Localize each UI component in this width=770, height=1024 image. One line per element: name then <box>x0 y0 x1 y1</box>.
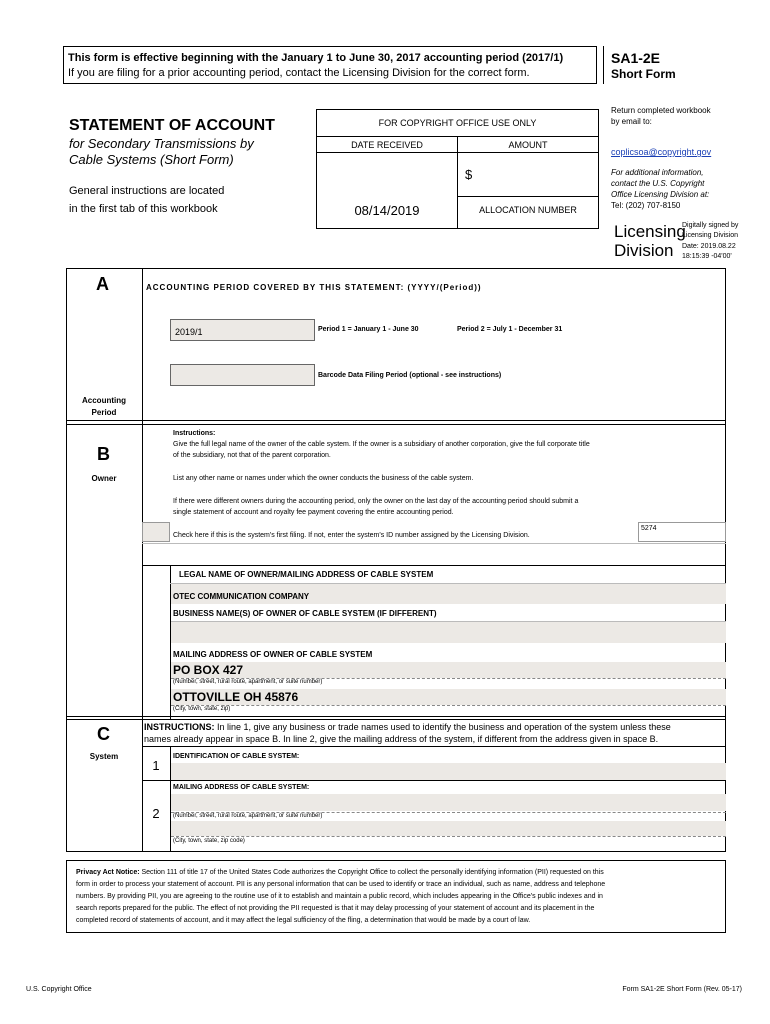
section-a-letter: A <box>96 274 109 294</box>
allocation-number-label: ALLOCATION NUMBER <box>479 205 577 215</box>
system-line2-number: 2 <box>152 806 160 821</box>
privacy-bold-label: Privacy Act Notice: <box>76 869 140 876</box>
cable-system-street-field[interactable] <box>171 794 726 811</box>
section-b-instr2: List any other name or names under which the owner conducts the business of the cable system. <box>173 475 474 482</box>
email-link[interactable]: coplicsoa@copyright.gov <box>611 147 712 157</box>
date-received-label: DATE RECEIVED <box>351 140 423 150</box>
section-a-heading: ACCOUNTING PERIOD COVERED BY THIS STATEMENT: (YYYY/(Period)) <box>146 283 482 292</box>
privacy-line5: completed record of statements of account, and it may affect the legal sufficiency of the fling, a determination that would be made by a court of law. <box>76 917 531 924</box>
privacy-line2: form in order to process your statement of account. PII is any personal information that can be used to identify or trace an individual, such as name, address and telephone <box>76 881 606 888</box>
info-line1: For additional information, <box>611 168 704 177</box>
effective-notice-line2: If you are filing for a prior accounting period, contact the Licensing Division for the correct form. <box>68 67 530 79</box>
period2-note: Period 2 = July 1 - December 31 <box>457 326 563 333</box>
barcode-filing-period-field[interactable] <box>170 364 315 386</box>
section-a-bottom-line <box>66 420 726 421</box>
signature-big-line1: Licensing <box>614 222 686 241</box>
business-names-heading: BUSINESS NAME(S) OF OWNER OF CABLE SYSTEM (IF DIFFERENT) <box>173 609 437 618</box>
section-b-instr1-line2: of the subsidiary, not that of the parent corporation. <box>173 452 331 459</box>
signature-small-line2: Licensing Division <box>682 232 739 239</box>
form-code: SA1-2E <box>611 50 661 66</box>
owner-mailing-heading: MAILING ADDRESS OF OWNER OF CABLE SYSTEM <box>173 650 373 659</box>
section-b-instr3-line1: If there were different owners during the accounting period, only the owner on the last day of the accounting period should submit a <box>173 498 579 505</box>
legal-name-field[interactable] <box>171 584 726 604</box>
cable-system-id-heading: IDENTIFICATION OF CABLE SYSTEM: <box>173 753 300 760</box>
return-instruction-line2: by email to: <box>611 117 652 126</box>
system-id-value: 5274 <box>641 525 657 532</box>
system-id-field[interactable] <box>638 522 726 542</box>
cable-system-id-field[interactable] <box>171 763 726 780</box>
owner-city-value: OTTOVILLE OH 45876 <box>173 690 299 704</box>
owner-city-field[interactable] <box>171 689 726 705</box>
info-line4: Tel: (202) 707-8150 <box>611 201 681 210</box>
section-c-instructions-text: In line 1, give any business or trade names used to identify the business and operation of the system unless these <box>214 722 671 732</box>
effective-notice-line1: This form is effective beginning with the January 1 to June 30, 2017 accounting period (2017/1) <box>68 52 564 64</box>
subtitle-line2: Cable Systems (Short Form) <box>69 152 234 167</box>
period1-note: Period 1 = January 1 - June 30 <box>318 326 419 333</box>
footer-left: U.S. Copyright Office <box>26 986 92 993</box>
section-b-instructions-heading: Instructions: <box>173 430 216 437</box>
section-c-instructions-line1 <box>144 722 671 732</box>
amount-label: AMOUNT <box>508 140 548 150</box>
accounting-period-field[interactable] <box>170 319 315 341</box>
general-instructions-line2: in the first tab of this workbook <box>69 203 218 215</box>
footer-right: Form SA1-2E Short Form (Rev. 05-17) <box>622 986 742 993</box>
page-title: STATEMENT OF ACCOUNT <box>69 117 275 134</box>
system-line1-number: 1 <box>152 758 160 773</box>
accounting-period-value: 2019/1 <box>175 327 203 337</box>
effective-notice-box <box>63 46 597 84</box>
owner-street-field[interactable] <box>171 662 726 678</box>
amount-dollar-sign: $ <box>465 167 473 182</box>
section-a-label-line2: Period <box>91 408 117 417</box>
info-line3: Office Licensing Division at: <box>611 190 710 199</box>
signature-small-line1: Digitally signed by <box>682 222 739 229</box>
signature-big-line2: Division <box>614 241 674 260</box>
privacy-line1-text: Section 111 of title 17 of the United States Code authorizes the Copyright Office to collect the personally identifying information (PII) requested on this <box>139 869 604 876</box>
section-c-top-line <box>66 719 726 720</box>
first-filing-checkbox[interactable] <box>142 522 170 542</box>
info-line2: contact the U.S. Copyright <box>611 179 705 188</box>
privacy-line3: numbers. By providing PII, you are agreeing to the routine use of it to establish and maintain a public record, which includes appearing in the Office's public indexes and in <box>76 893 603 900</box>
signature-small-line4: 18:15:39 -04'00' <box>682 253 732 260</box>
section-b-letter: B <box>97 444 110 464</box>
first-filing-text: Check here if this is the system's first filing. If not, enter the system's ID number assigned by the Licensing Division. <box>173 532 530 539</box>
barcode-label: Barcode Data Filing Period (optional - see instructions) <box>318 372 502 379</box>
legal-name-heading: LEGAL NAME OF OWNER/MAILING ADDRESS OF CABLE SYSTEM <box>179 570 434 579</box>
office-use-box <box>316 109 599 229</box>
office-use-heading: FOR COPYRIGHT OFFICE USE ONLY <box>378 118 537 128</box>
general-instructions-line1: General instructions are located <box>69 185 225 197</box>
section-c-letter: C <box>97 724 110 744</box>
privacy-notice-box <box>66 860 726 933</box>
section-b-top-line <box>66 424 726 425</box>
subtitle-line1: for Secondary Transmissions by <box>69 136 254 151</box>
section-a-label-line1: Accounting <box>82 396 126 405</box>
legal-name-value: OTEC COMMUNICATION COMPANY <box>173 592 310 601</box>
cable-system-city-hint: (City, town, state, zip code) <box>173 838 245 844</box>
return-instruction-line1: Return completed workbook <box>611 106 711 115</box>
form-type: Short Form <box>611 67 676 81</box>
section-b-instr3-line2: single statement of account and royalty fee payment covering the entire accounting period. <box>173 509 454 516</box>
section-c-instructions-bold: INSTRUCTIONS: <box>144 722 215 732</box>
owner-street-value: PO BOX 427 <box>173 663 244 677</box>
signature-small-line3: Date: 2019.08.22 <box>682 243 736 250</box>
owner-street-hint: (Number, street, rural route, apartment, or suite number) <box>173 679 323 685</box>
privacy-line4: search reports prepared for the public. The effect of not providing the PII requested is that it may delay processing of your statement of account and its placement in the <box>76 905 595 912</box>
section-b-bottom-line <box>66 716 726 717</box>
cable-system-street-hint: (Number, street, rural route, apartment, or suite number) <box>173 813 323 819</box>
privacy-line1 <box>76 869 604 876</box>
section-c-instructions-line2: names already appear in space B. In line 2, give the mailing address of the system, if different from the address given in space B. <box>144 734 659 744</box>
section-b-instr1-line1: Give the full legal name of the owner of the cable system. If the owner is a subsidiary of another corporation, give the full corporate title <box>173 441 590 448</box>
business-names-field[interactable] <box>171 621 726 643</box>
header-divider <box>603 46 604 84</box>
owner-city-hint: (City, town, state, zip) <box>173 706 231 712</box>
section-b-label: Owner <box>91 474 117 483</box>
cable-system-city-field[interactable] <box>171 821 726 836</box>
cable-system-mailing-heading: MAILING ADDRESS OF CABLE SYSTEM: <box>173 784 310 791</box>
section-c-label: System <box>89 752 119 761</box>
date-received-value: 08/14/2019 <box>354 203 420 218</box>
